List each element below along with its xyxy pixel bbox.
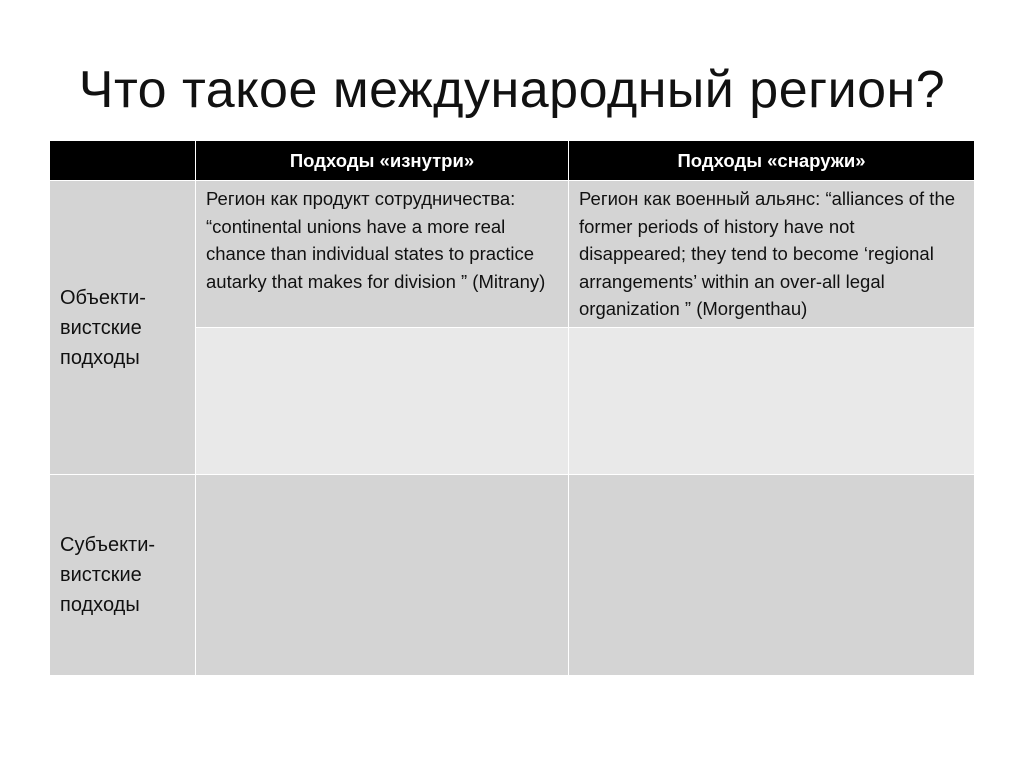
approaches-table <box>50 141 974 678</box>
cell-objectivist-outside-empty <box>569 328 974 474</box>
table-header-corner <box>50 141 195 180</box>
row-label-objectivist <box>50 181 195 474</box>
row-label-subjectivist-text: Субъекти- вистские подходы <box>60 534 156 616</box>
row-label-subjectivist <box>50 475 195 675</box>
cell-subjectivist-inside <box>196 475 568 675</box>
table-header-outside: Подходы «снаружи» <box>569 141 974 180</box>
cell-subjectivist-outside <box>569 475 974 675</box>
table-header-inside: Подходы «изнутри» <box>196 141 568 180</box>
cell-objectivist-inside-empty <box>196 328 568 474</box>
cell-objectivist-inside: Регион как продукт сотрудничества: “continental unions have a more real chance than individual states to practice autarky that makes for division ” (Mitrany) <box>196 181 568 327</box>
row-label-objectivist-text: Объекти- вистские подходы <box>60 286 146 369</box>
slide-title: Что такое международный регион? <box>78 61 946 119</box>
cell-objectivist-outside: Регион как военный альянс: “alliances of the former periods of history have not disappeared; they tend to become ‘regional arrangements’ within an over-all legal organization ” (Morgenthau) <box>569 181 974 327</box>
